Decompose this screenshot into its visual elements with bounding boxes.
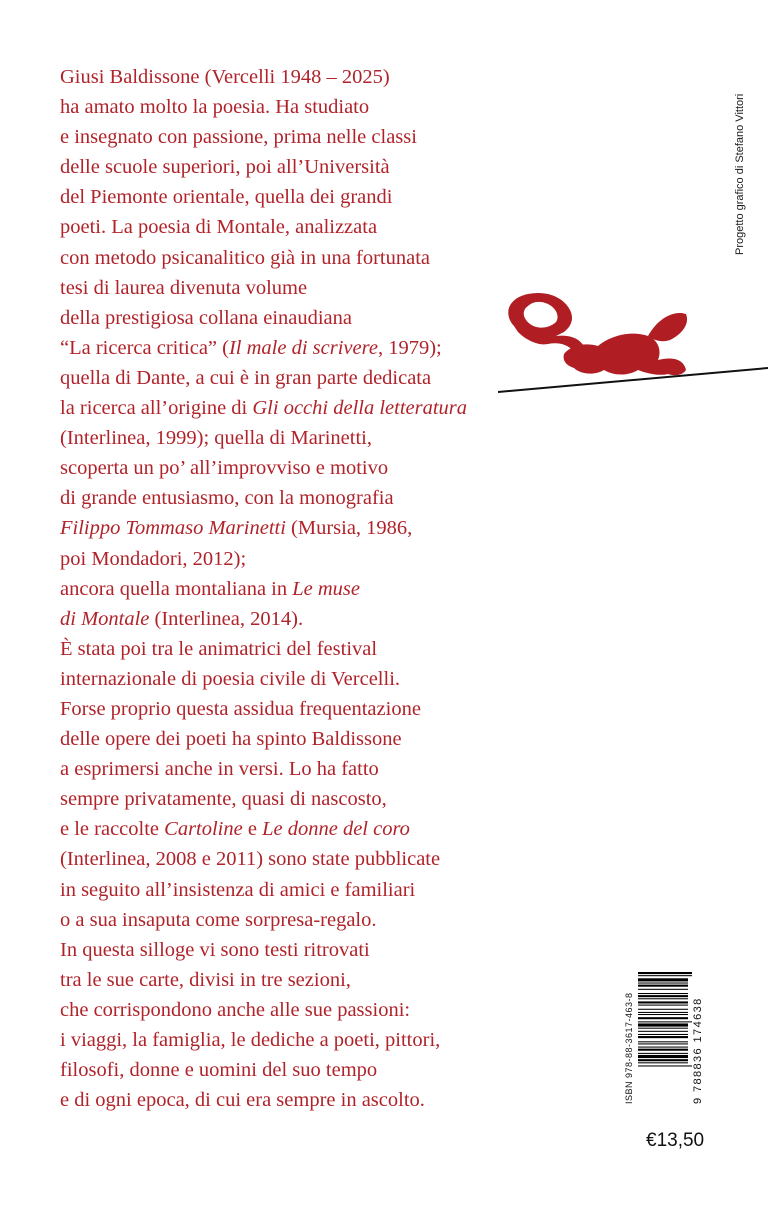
blurb-text: tra le sue carte, divisi in tre sezioni, [60, 968, 351, 991]
blurb-text: Giusi Baldissone (Vercelli 1948 – 2025) [60, 66, 390, 88]
isbn-label: ISBN 978-88-3617-463-8 [624, 992, 634, 1104]
blurb-text: a esprimersi anche in versi. Lo ha fatto [60, 758, 379, 781]
blurb-line [60, 604, 500, 634]
barcode-bar [638, 1023, 688, 1026]
blurb-text: (Mursia, 1986, [285, 517, 413, 540]
blurb-text: (Interlinea, 2008 e 2011) sono state pubblicate [60, 848, 441, 871]
blurb-text: i viaggi, la famiglia, le dediche a poeti, pittori, [60, 1029, 441, 1051]
blurb-line [60, 844, 500, 874]
blurb-line [60, 784, 500, 814]
blurb-line [60, 634, 500, 664]
blurb-line [60, 905, 500, 935]
blurb-line [60, 1085, 500, 1115]
blurb-italic-title: Le donne del coro [262, 818, 410, 841]
barcode-bar [638, 995, 688, 997]
blurb-text: e le raccolte [60, 818, 165, 841]
barcode-bar [638, 1062, 688, 1063]
barcode-bar [638, 998, 688, 999]
barcode-bar [638, 1043, 688, 1044]
barcode-bar [638, 978, 688, 981]
logo-figure-tail [648, 313, 687, 341]
blurb-line [60, 122, 500, 152]
barcode-bar [638, 985, 688, 987]
blurb-line [60, 483, 500, 513]
blurb-line [60, 453, 500, 483]
design-credit-text: Progetto grafico di Stefano Vittori [734, 93, 746, 255]
blurb-text: la ricerca all’origine di [60, 397, 253, 420]
blurb-text: È stata poi tra le animatrici del festival [60, 637, 378, 660]
barcode-bar [638, 1014, 688, 1015]
blurb-line [60, 544, 500, 574]
barcode [622, 968, 712, 1108]
blurb-line [60, 694, 500, 724]
blurb-italic-title: Il male di scrivere [228, 336, 378, 359]
barcode-bar [638, 1049, 688, 1051]
barcode-bar [638, 1065, 692, 1066]
blurb-text: ha amato molto la poesia. Ha studiato [60, 96, 370, 119]
blurb-text: con metodo psicanalitico già in una fortunata [60, 246, 431, 269]
blurb-text: di grande entusiasmo, con la monografia [60, 487, 394, 510]
blurb-italic-title: di Montale [60, 607, 150, 630]
blurb-text: “La ricerca critica” ( [60, 336, 229, 359]
barcode-bar [638, 1009, 688, 1010]
barcode-bar [638, 983, 688, 984]
blurb-line [60, 212, 500, 242]
blurb-text: delle scuole superiori, poi all’Università [60, 156, 390, 179]
blurb-text: o a sua insaputa come sorpresa-regalo. [60, 908, 377, 931]
publisher-logo-icon [498, 284, 768, 399]
blurb-text: ancora quella montaliana in [60, 577, 293, 600]
blurb-line [60, 995, 500, 1025]
blurb-text: quella di Dante, a cui è in gran parte dedicata [60, 366, 432, 389]
blurb-line [60, 243, 500, 273]
blurb-line [60, 574, 500, 604]
blurb-line [60, 152, 500, 182]
blurb-line [60, 303, 500, 333]
blurb-text: In questa silloge vi sono testi ritrovati [60, 938, 370, 961]
blurb-line [60, 393, 500, 423]
back-cover-blurb [60, 62, 500, 1115]
blurb-italic-title: Le muse [292, 577, 361, 600]
blurb-text: filosofi, donne e uomini del suo tempo [60, 1059, 378, 1082]
blurb-text: scoperta un po’ all’improvviso e motivo [60, 457, 389, 480]
design-credit [734, 70, 750, 260]
blurb-text: che corrispondono anche alle sue passioni: [60, 998, 411, 1021]
ean-digits: 9 788836 174638 [692, 997, 704, 1104]
barcode-bar [638, 1059, 688, 1061]
barcode-bar [638, 975, 692, 976]
blurb-text: sempre privatamente, quasi di nascosto, [60, 788, 387, 811]
barcode-bar [638, 1028, 688, 1029]
barcode-bar [638, 1034, 688, 1035]
blurb-line [60, 965, 500, 995]
blurb-line [60, 1055, 500, 1085]
barcode-bar [638, 1036, 688, 1038]
blurb-line [60, 423, 500, 453]
blurb-line [60, 363, 500, 393]
blurb-italic-title: Gli occhi della letteratura [252, 397, 468, 420]
blurb-line [60, 875, 500, 905]
blurb-text: (Interlinea, 2014). [149, 607, 304, 630]
blurb-line [60, 1025, 500, 1055]
barcode-bar [638, 972, 692, 974]
blurb-text: poi Mondadori, 2012); [60, 547, 247, 570]
barcode-bar [638, 1031, 688, 1032]
blurb-line [60, 333, 500, 363]
blurb-text: delle opere dei poeti ha spinto Baldissone [60, 728, 402, 751]
blurb-text: internazionale di poesia civile di Vercelli. [60, 667, 401, 690]
price: €13,50 [646, 1130, 705, 1151]
barcode-bar [638, 1021, 692, 1022]
barcode-bar [638, 1001, 688, 1003]
barcode-bar [638, 1047, 688, 1048]
barcode-bar [638, 993, 688, 994]
blurb-line [60, 935, 500, 965]
blurb-text: in seguito all’insistenza di amici e familiari [60, 878, 416, 901]
barcode-bar [638, 1017, 688, 1019]
blurb-line [60, 664, 500, 694]
blurb-line [60, 724, 500, 754]
blurb-text: e di ogni epoca, di cui era sempre in ascolto. [60, 1089, 425, 1112]
barcode-bar [638, 1005, 688, 1006]
blurb-text: e [242, 818, 263, 841]
blurb-text: della prestigiosa collana einaudiana [60, 306, 353, 329]
blurb-text: e insegnato con passione, prima nelle classi [60, 126, 417, 149]
blurb-italic-title: Cartoline [164, 818, 243, 841]
logo-loop [508, 293, 586, 352]
blurb-line [60, 273, 500, 303]
barcode-bar [638, 1055, 688, 1058]
blurb-line [60, 182, 500, 212]
blurb-text: del Piemonte orientale, quella dei grandi [60, 186, 393, 209]
blurb-line [60, 814, 500, 844]
blurb-line [60, 62, 500, 92]
blurb-line [60, 92, 500, 122]
blurb-text: poeti. La poesia di Montale, analizzata [60, 216, 378, 239]
blurb-line [60, 754, 500, 784]
blurb-text: (Interlinea, 1999); quella di Marinetti, [60, 427, 372, 450]
barcode-bar [638, 1041, 688, 1042]
blurb-text: , 1979); [377, 336, 442, 359]
barcode-bar [638, 1012, 688, 1013]
barcode-bar [638, 1053, 688, 1054]
blurb-italic-title: Filippo Tommaso Marinetti [60, 517, 286, 540]
blurb-line [60, 513, 500, 543]
barcode-bar [638, 989, 688, 990]
blurb-text: tesi di laurea divenuta volume [60, 276, 308, 299]
blurb-text: Forse proprio questa assidua frequentazione [60, 697, 421, 720]
